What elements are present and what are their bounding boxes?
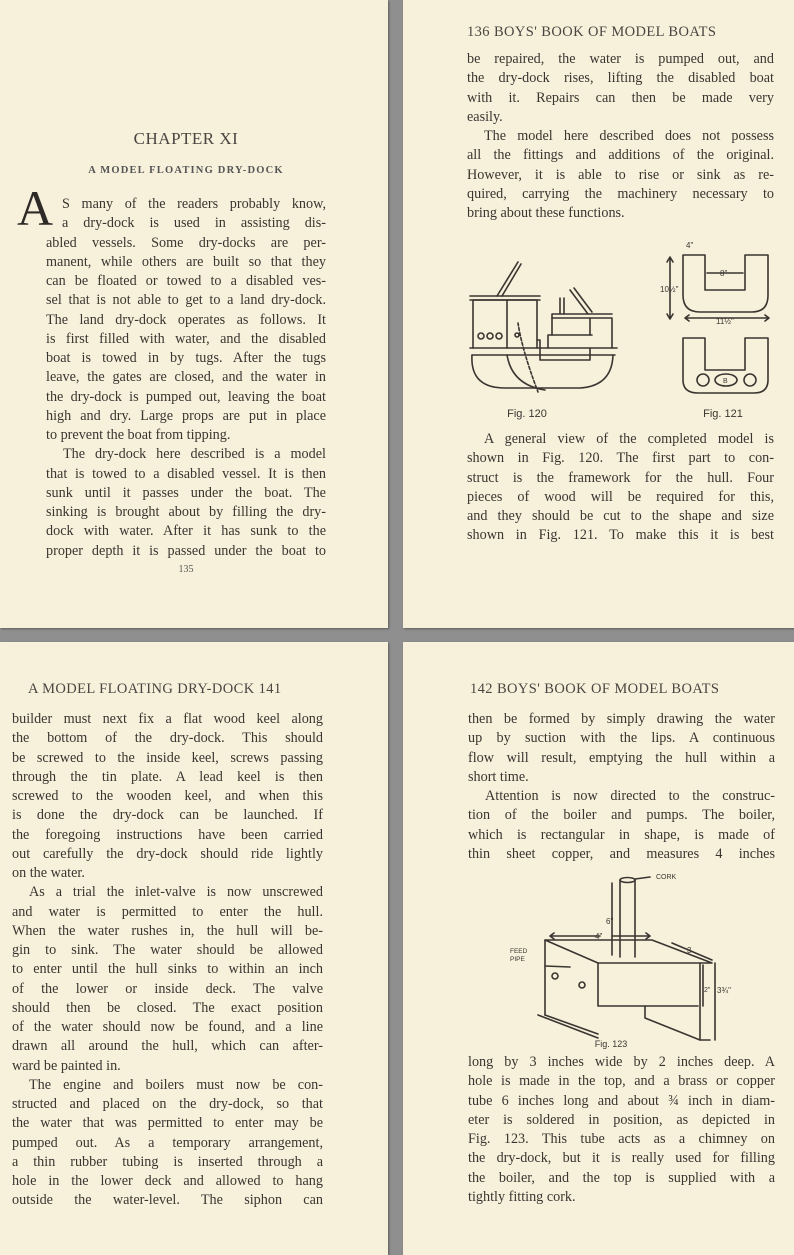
text-line: The engine and boilers must now be con- <box>29 1076 323 1093</box>
text-line: the bottom of the dry-dock. This should <box>12 730 323 747</box>
text-line: of the water should now be found, and a line <box>12 1019 323 1035</box>
text-line: a thin rubber tubing is inserted through a <box>12 1153 323 1170</box>
running-head: A MODEL FLOATING DRY-DOCK 141 <box>28 681 282 697</box>
text-line: structed and placed on the dry-dock, so that <box>12 1096 323 1112</box>
fig-123-label-pipe: PIPE <box>510 956 525 963</box>
text-line: outside the water-level. The siphon can <box>12 1192 323 1209</box>
text-line: Attention is now directed to the construc- <box>485 788 775 804</box>
text-line: The dry-dock here described is a model <box>63 446 326 463</box>
text-line: proper depth it is passed under the boat to <box>46 542 326 559</box>
text-line: the dry-dock, but it is really used for filling <box>468 1150 775 1167</box>
fig-121-label-b: B <box>723 378 728 385</box>
text-line: be repaired, the water is pumped out, and <box>467 51 774 67</box>
fig-123-caption: Fig. 123 <box>594 1039 628 1049</box>
chapter-title: CHAPTER XI <box>133 129 239 148</box>
text-line: all the fittings and additions of the original. <box>467 147 774 164</box>
text-line: gin to sink. The water should be allowed <box>12 942 323 958</box>
text-line: tube 6 inches long and about ¾ inch in diam- <box>468 1092 775 1109</box>
text-line: to enter until the hull sinks to within an inch <box>12 961 323 978</box>
text-line: be screwed to the inside keel, screws passing <box>12 749 323 766</box>
text-line: of the lower or inside deck. The valve <box>12 980 323 997</box>
body-text <box>468 710 775 864</box>
text-line: the water that was permitted to enter may be <box>12 1115 323 1132</box>
text-line: out carefully the dry-dock should ride lightly <box>12 845 323 862</box>
text-line: easily. <box>467 108 503 125</box>
fig-121-dim-arm: 4" <box>686 241 694 250</box>
fig-123-dim-total: 3¾" <box>717 986 731 995</box>
text-line: sinking is brought about by filling the dry- <box>46 504 326 520</box>
text-line: with it. Repairs can then be made very <box>467 89 774 106</box>
fig-120-caption: Fig. 120 <box>507 408 547 420</box>
text-line: a dry-dock is used in assisting dis- <box>62 215 326 232</box>
text-line: flow will result, emptying the hull within a <box>468 749 775 766</box>
text-line: is first filled with water, and the disabled <box>46 330 326 347</box>
text-line: manent, while others are built so that they <box>46 253 326 270</box>
fig-121-caption: Fig. 121 <box>703 408 743 420</box>
fig-123-dim-tube: 6" <box>606 917 614 926</box>
text-line: However, it is able to rise or sink as re- <box>467 166 774 183</box>
text-line: shown in Fig. 120. The first part to con- <box>467 450 774 467</box>
text-line: should then be closed. The exact position <box>12 999 323 1016</box>
text-line: A general view of the completed model is <box>484 431 774 447</box>
text-line: the dry-dock rises, lifting the disabled boat <box>467 70 774 87</box>
text-line: on the water. <box>12 865 85 881</box>
fig-123-dim-depth: 2" <box>704 987 711 994</box>
text-line: boat is towed in by tugs. After the tugs <box>46 350 326 366</box>
text-line: pumped out. As a temporary arrangement, <box>12 1134 323 1151</box>
text-line: leave, the gates are closed, and the water in <box>46 369 326 386</box>
text-line: high and dry. Large props are put in place <box>46 407 326 424</box>
text-line: to prevent the boat from tipping. <box>46 427 231 443</box>
text-line: can be floated or towed to a disabled ves- <box>46 273 326 289</box>
text-line: which is rectangular in shape, is made of <box>468 826 775 843</box>
text-line: long by 3 inches wide by 2 inches deep. A <box>468 1054 775 1070</box>
text-line: pieces of wood will be required for this, <box>467 488 774 505</box>
text-line: abled vessels. Some dry-docks are per- <box>46 234 326 251</box>
text-line: hole in the lower deck and allowed to hang <box>12 1173 323 1189</box>
text-line: sunk until it passes under the boat. The <box>46 484 326 501</box>
fig-123-label-cork: CORK <box>656 874 677 881</box>
text-line: tion of the boiler and pumps. The boiler, <box>468 807 775 824</box>
text-line: struct is the framework for the hull. Four <box>467 469 774 486</box>
text-line: screwed to the wooden keel, and when this <box>12 788 323 804</box>
body-text <box>467 430 774 546</box>
fig-121-dim-height: 10½" <box>660 285 679 294</box>
text-line: and they should be cut to the shape and size <box>467 508 774 524</box>
running-head: 136 BOYS' BOOK OF MODEL BOATS <box>467 24 717 40</box>
text-line: dock with water. After it has sunk to the <box>46 523 326 540</box>
text-line: and water is permitted to enter the hull. <box>12 903 323 920</box>
text-line: As a trial the inlet-valve is now unscrewed <box>29 884 323 901</box>
fig-123-dim-length: 4" <box>595 932 603 941</box>
text-line: that is towed to a disabled vessel. It is then <box>46 465 326 482</box>
body-text <box>46 195 326 561</box>
page-number: 135 <box>178 564 194 575</box>
chapter-subtitle: A MODEL FLOATING DRY-DOCK <box>88 165 284 176</box>
text-line: short time. <box>468 768 529 785</box>
text-line: up by suction with the lips. A continuous <box>468 730 775 747</box>
text-line: hole is made in the top, and a brass or copper <box>468 1073 775 1090</box>
fig-123-dim-width: 3 <box>687 946 692 955</box>
fig-121-dim-length: 11½" <box>716 317 734 326</box>
text-line: tightly fitting cork. <box>468 1188 576 1205</box>
text-line: builder must next fix a flat wood keel along <box>12 711 323 727</box>
text-line: The land dry-dock operates as follows. It <box>46 311 326 328</box>
body-text <box>468 1053 775 1207</box>
text-line: When the water rushes in, the hull will be- <box>12 922 323 939</box>
text-line: Fig. 123. This tube acts as a chimney on <box>468 1131 775 1147</box>
text-line: then be formed by simply drawing the water <box>468 711 775 727</box>
text-line: the foregoing instructions have been carried <box>12 826 323 843</box>
text-line: through the tin plate. A lead keel is then <box>12 768 323 785</box>
text-line: the boiler, and the top is supplied with a <box>468 1169 775 1186</box>
text-line: sel that is not able to get to a land dry-dock. <box>46 292 326 309</box>
body-text <box>12 710 323 1211</box>
text-line: is done the dry-dock can be launched. If <box>12 807 323 824</box>
text-line: ward be painted in. <box>12 1057 121 1074</box>
text-line: quired, carrying the machinery necessary to <box>467 185 774 202</box>
text-line: The model here described does not possess <box>484 128 774 144</box>
text-line: eter is soldered in position, as depicted in <box>468 1111 775 1128</box>
text-line: S many of the readers probably know, <box>62 196 326 212</box>
text-line: shown in Fig. 121. To make this it is best <box>467 527 774 544</box>
text-line: thin sheet copper, and measures 4 inches <box>468 845 775 862</box>
running-head: 142 BOYS' BOOK OF MODEL BOATS <box>470 681 720 697</box>
fig-123-label-feed: FEED <box>510 948 528 955</box>
body-text <box>467 50 774 223</box>
text-line: bring about these functions. <box>467 205 625 221</box>
text-line: drawn all around the hull, which can after- <box>12 1038 323 1055</box>
text-line: the dry-dock is pumped out, leaving the boat <box>46 388 326 405</box>
fig-121-dim-notch: 8" <box>720 269 728 278</box>
drop-cap: A <box>17 180 54 236</box>
